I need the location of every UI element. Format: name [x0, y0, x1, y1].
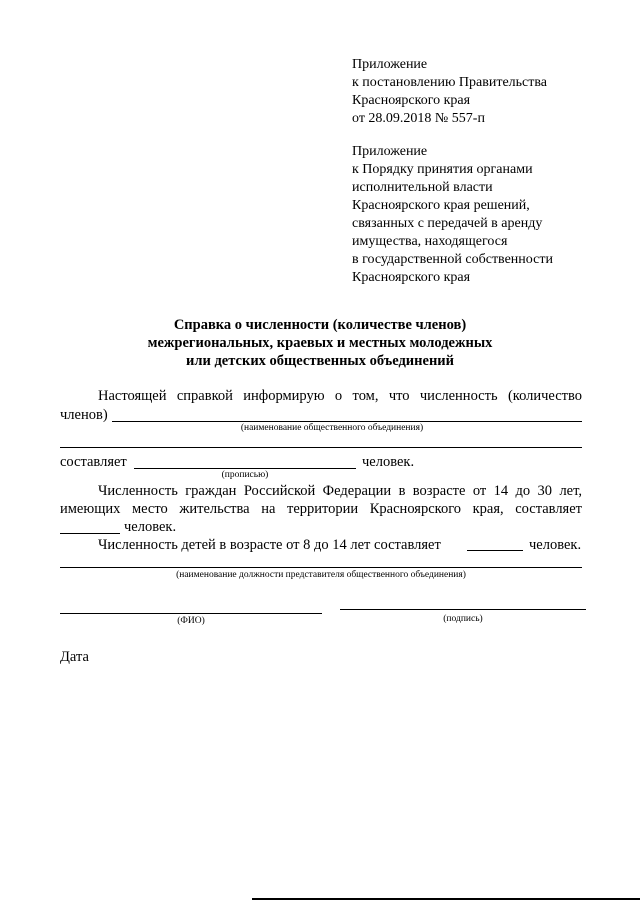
- paragraph-intro: Настоящей справкой информирую о том, что численность (количество: [98, 388, 582, 404]
- appendix-decree-line: к постановлению Правительства: [352, 75, 548, 90]
- appendix-procedure-line: Красноярского края: [352, 270, 471, 285]
- citizens-count-line: [60, 533, 120, 534]
- caption-fio: (ФИО): [177, 616, 205, 626]
- title-line: или детских общественных объединений: [185, 353, 455, 369]
- org-name-line-2: [60, 447, 582, 448]
- appendix-procedure-line: в государственной собственности: [352, 252, 553, 267]
- appendix-procedure-line: связанных с передачей в аренду: [352, 216, 543, 231]
- paragraph-citizens-line1: Численность граждан Российской Федерации в возрасте от 14 до 30 лет,: [98, 483, 582, 499]
- appendix-decree: [352, 56, 547, 128]
- document-title: [60, 316, 580, 370]
- appendix-procedure-line: к Порядку принятия органами: [352, 162, 533, 177]
- appendix-procedure: [352, 143, 553, 287]
- fio-line: [60, 613, 322, 614]
- appendix-decree-line: Приложение: [352, 57, 428, 72]
- people-label-1: человек.: [362, 454, 415, 470]
- signature-line: [340, 609, 586, 610]
- paragraph-citizens-line2: имеющих место жительства на территории Красноярского края, составляет: [60, 501, 582, 517]
- people-label-3: человек.: [529, 537, 582, 553]
- appendix-decree-line: от 28.09.2018 № 557-п: [352, 111, 485, 126]
- caption-signature: (подпись): [443, 614, 483, 624]
- caption-in-words: (прописью): [221, 470, 269, 480]
- members-label: членов): [60, 407, 108, 423]
- title-line: межрегиональных, краевых и местных молодежных: [147, 335, 493, 351]
- appendix-procedure-line: имущества, находящегося: [352, 234, 508, 249]
- children-count-line: [467, 550, 523, 551]
- people-label-2: человек.: [124, 519, 177, 535]
- appendix-procedure-line: Приложение: [352, 144, 428, 159]
- makes-label: составляет: [60, 454, 127, 470]
- appendix-procedure-line: исполнительной власти: [352, 180, 493, 195]
- caption-org-name: (наименование общественного объединения): [240, 423, 424, 433]
- title-line: Справка о численности (количестве членов): [173, 317, 467, 333]
- appendix-procedure-line: Красноярского края решений,: [352, 198, 530, 213]
- paragraph-children: Численность детей в возрасте от 8 до 14 лет составляет: [98, 537, 441, 553]
- appendix-decree-line: Красноярского края: [352, 93, 471, 108]
- bottom-edge-line: [252, 898, 640, 900]
- position-line: [60, 567, 582, 568]
- date-label: Дата: [60, 649, 89, 665]
- count-in-words-line: [134, 468, 356, 469]
- caption-position: (наименование должности представителя общественного объединения): [176, 570, 466, 580]
- org-name-line: [112, 421, 582, 422]
